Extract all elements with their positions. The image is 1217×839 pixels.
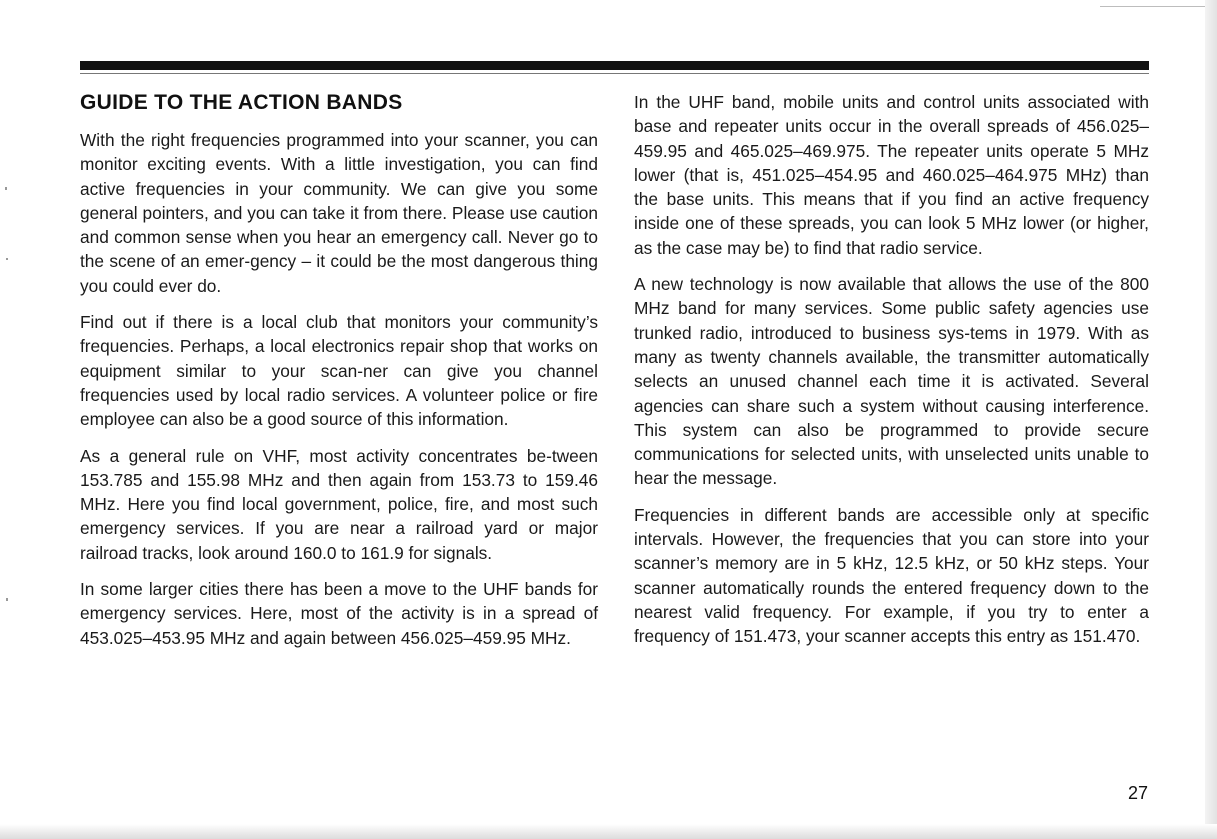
header-rule-thin	[80, 73, 1149, 74]
paragraph: As a general rule on VHF, most activity concentrates be-tween 153.785 and 155.98 MHz and then again from 153.73 to 159.46 MHz. Here you find local government, police, fire, and most such emergency services. If you are near a railroad yard or major railroad tracks, look around 160.0 to 161.9 for signals.	[80, 445, 598, 563]
scan-edge-bottom	[0, 824, 1217, 839]
page-number: 27	[1127, 783, 1148, 803]
scan-speck	[6, 258, 8, 260]
paragraph: With the right frequencies programmed into your scanner, you can monitor exciting events. With a little investigation, you can find active frequencies in your community. We can give you some general pointers, and you can take it from there. Please use caution and common sense when you hear an emergency call. Never go to the scene of an emer-gency – it could be the most dangerous thing you could ever do.	[80, 130, 598, 296]
scan-speck	[6, 598, 8, 601]
paragraph: In the UHF band, mobile units and control units associated with base and repeater units occur in the overall spreads of 456.025–459.95 and 465.025–469.975. The repeater units operate 5 MHz lower (that is, 451.025–454.95 and 460.025–464.975 MHz) than the base units. This means that if you find an active frequency inside one of these spreads, you can look 5 MHz lower (or higher, as the case may be) to find that radio service.	[634, 92, 1149, 258]
right-column	[634, 90, 1149, 661]
paragraph: Frequencies in different bands are accessible only at specific intervals. However, the frequencies that you can store into your scanner’s memory are in 5 kHz, 12.5 kHz, or 50 kHz steps. Your scanner automatically rounds the entered frequency down to the nearest valid frequency. For example, if you try to enter a frequency of 151.473, your scanner accepts this entry as 151.470.	[634, 504, 1149, 647]
paragraph: Find out if there is a local club that monitors your community’s frequencies. Perhaps, a local electronics repair shop that works on equipment similar to your scan-ner can give you channel frequencies used by local radio services. A volunteer police or fire employee can also be a good source of this information.	[80, 312, 598, 430]
scan-edge-right	[1205, 0, 1217, 839]
paragraph: In some larger cities there has been a move to the UHF bands for emergency services. Here, most of the activity is in a spread of 453.025–453.95 MHz and again between 456.025–459.95 MHz.	[80, 579, 598, 648]
left-column	[80, 88, 598, 662]
header-rule	[80, 61, 1149, 70]
scan-speck	[5, 187, 7, 190]
scan-edge-top	[1100, 6, 1210, 7]
paragraph: A new technology is now available that allows the use of the 800 MHz band for many services. Some public safety agencies use trunked radio, introduced to business sys-tems in 1979. With as many as twenty channels available, the transmitter automatically selects an unused channel each time it is activated. Several agencies can share such a system without causing interference. This system can also be programmed to provide secure communications for selected units, with unselected units unable to hear the message.	[634, 274, 1149, 489]
section-heading: GUIDE TO THE ACTION BANDS	[80, 91, 403, 114]
